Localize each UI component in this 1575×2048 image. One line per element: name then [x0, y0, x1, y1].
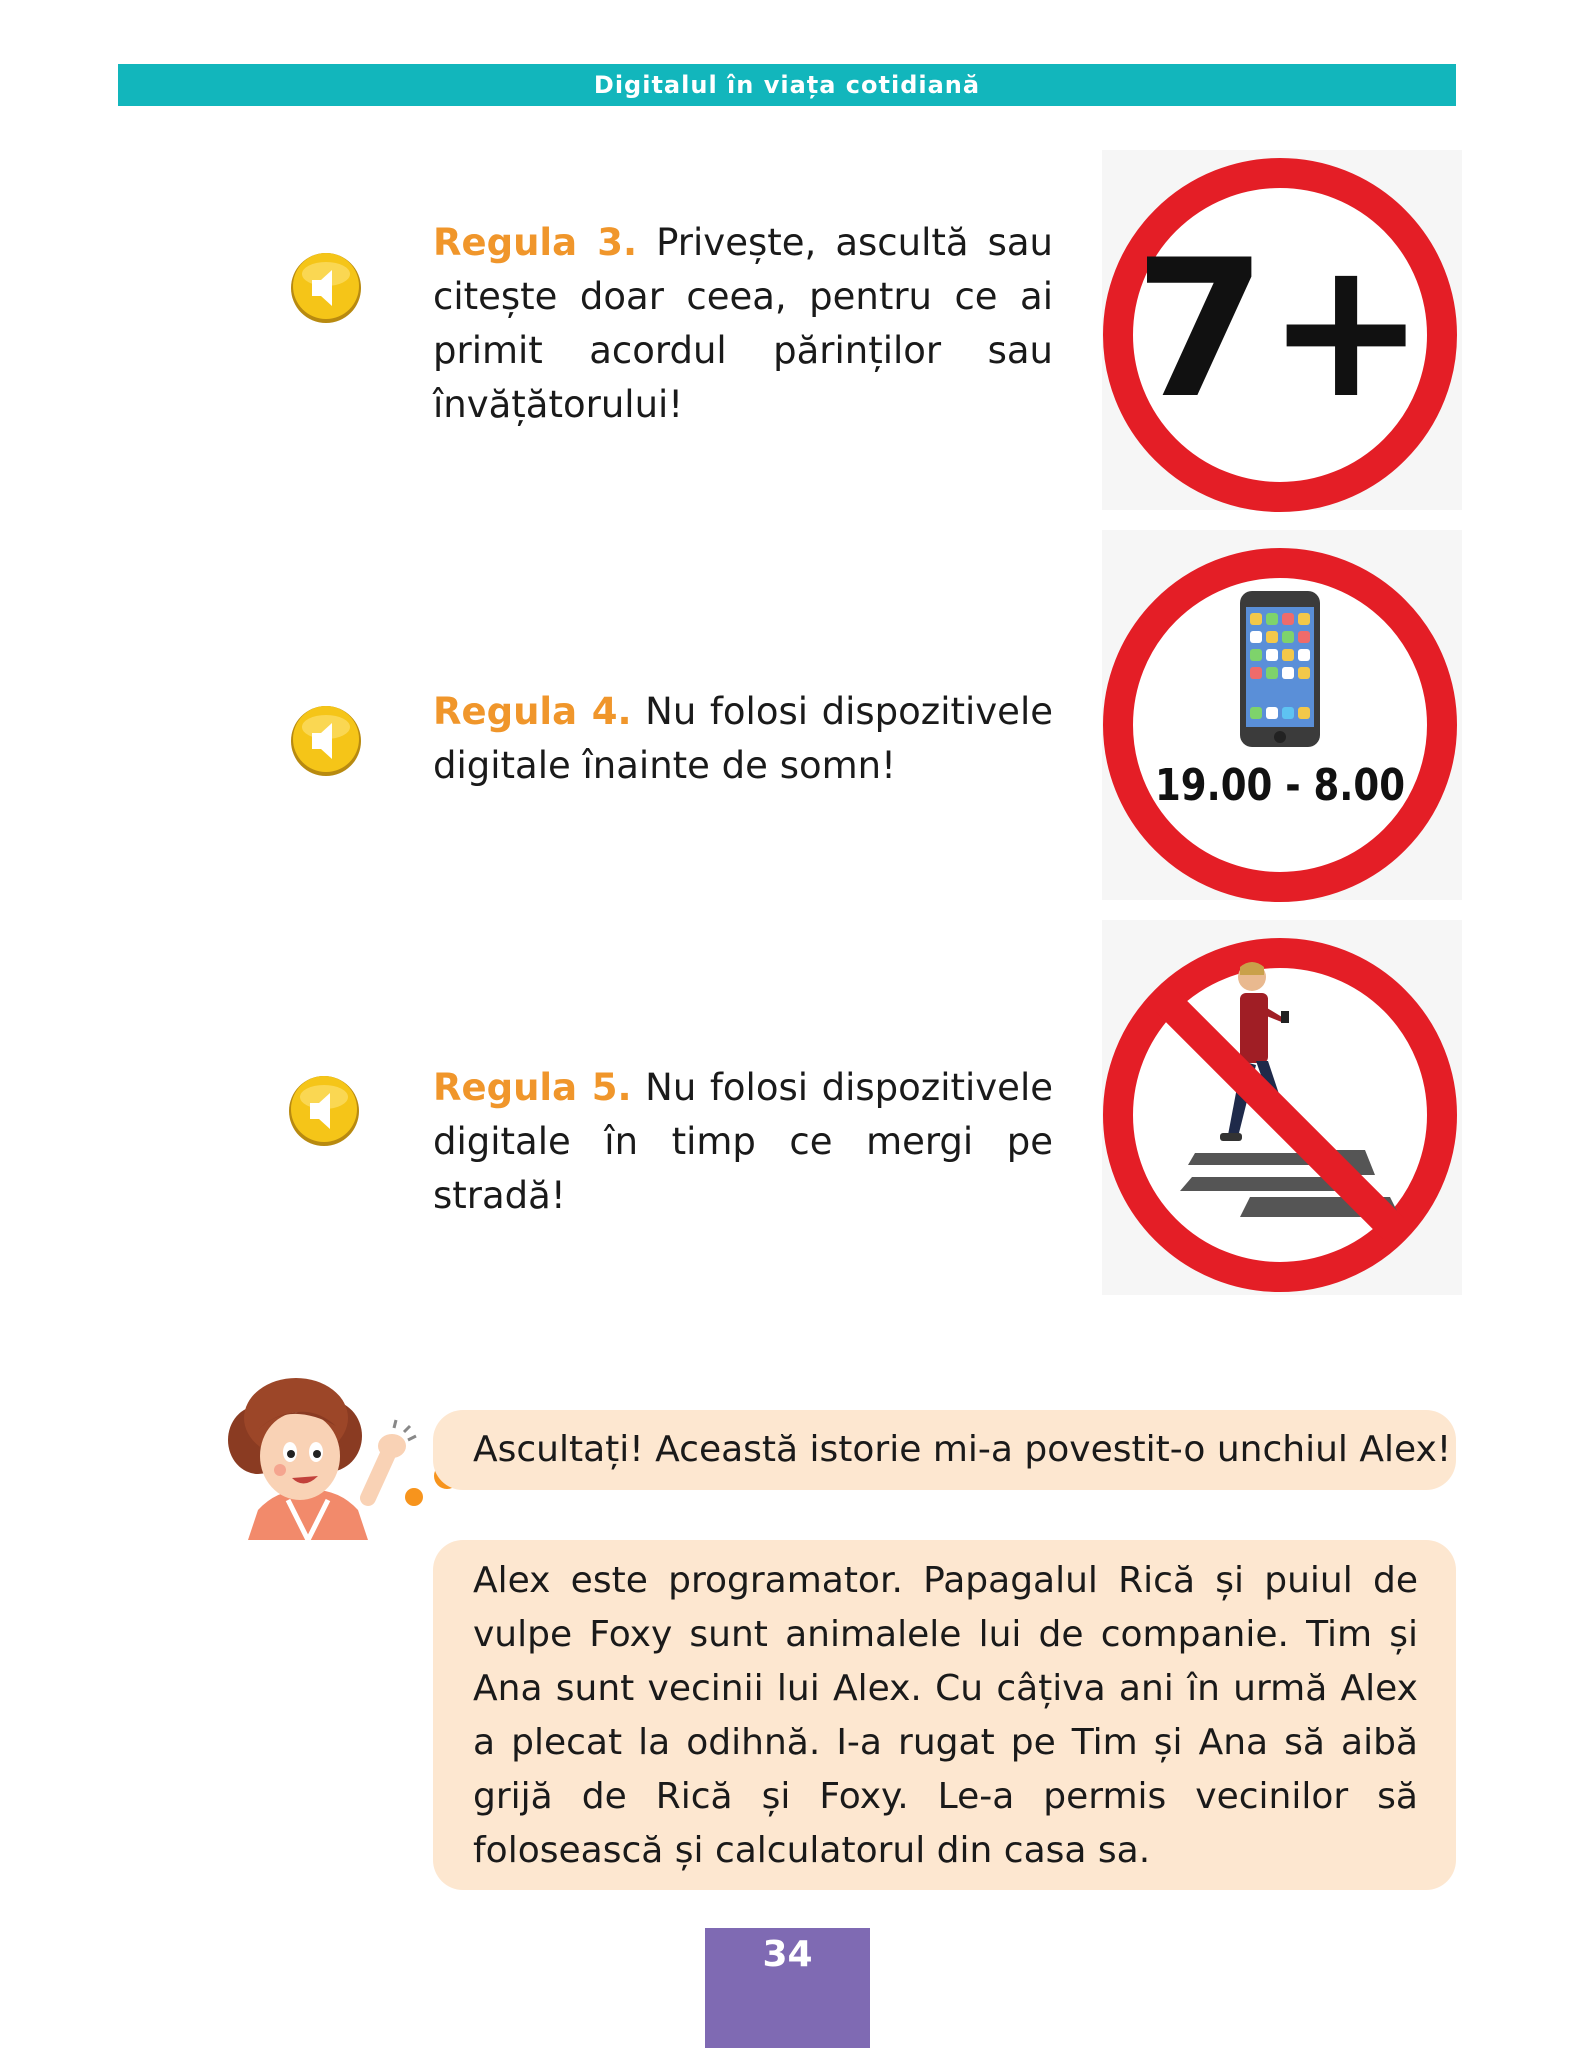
speaker-icon [288, 703, 364, 779]
rule-5-text [433, 1061, 1053, 1223]
story-text: Alex este programator. Papagalul Rică și puiul de vulpe Foxy sunt animalele lui de companie. Tim și Ana sunt vecinii lui Alex. Cu câțiva ani în urmă Alex a plecat la odihnă. I-a rugat pe Tim și Ana să aibă grijă de Rică și Foxy. Le-a permis vecinilor să folosească și calculatorul din casa sa. [473, 1560, 1418, 1871]
sign-age-text: 7+ [1134, 219, 1426, 440]
speaker-icon [288, 250, 364, 326]
section-header: Digitalul în viața cotidiană [118, 64, 1456, 106]
smartphone-icon [1240, 591, 1320, 747]
rule-5-label: Regula 5. [433, 1066, 632, 1109]
no-phone-walking-sign [1100, 935, 1460, 1295]
rule-5-body: Nu folosi dispozitivele digitale în timp ce mergi pe stradă! [433, 1066, 1053, 1217]
speaker-icon [286, 1073, 362, 1149]
page-number: 34 [705, 1928, 870, 2048]
rule-3-body: Privește, ascultă sau citește doar ceea, pentru ce ai primit acordul părinților sau învățătorului! [433, 221, 1054, 426]
intro-text: Ascultați! Această istorie mi-a povestit-o unchiul Alex! [473, 1429, 1452, 1470]
rule-4-body: Nu folosi dispozitivele digitale înainte de somn! [433, 690, 1053, 787]
rule-3-label: Regula 3. [433, 221, 638, 264]
sign-time-text: 19.00 - 8.00 [1155, 760, 1405, 811]
audio-play-button-rule-3[interactable] [288, 250, 364, 326]
age-limit-sign [1100, 155, 1460, 515]
audio-play-button-rule-5[interactable] [286, 1073, 362, 1149]
rule-4-label: Regula 4. [433, 690, 632, 733]
speech-dot [405, 1488, 423, 1506]
rule-3-text [433, 216, 1053, 432]
audio-play-button-rule-4[interactable] [288, 703, 364, 779]
night-time-device-sign [1100, 545, 1460, 905]
rule-4-text [433, 685, 1053, 793]
intro-speech-bubble [433, 1410, 1456, 1490]
story-text-box [433, 1540, 1456, 1890]
girl-character-illustration [218, 1370, 418, 1540]
